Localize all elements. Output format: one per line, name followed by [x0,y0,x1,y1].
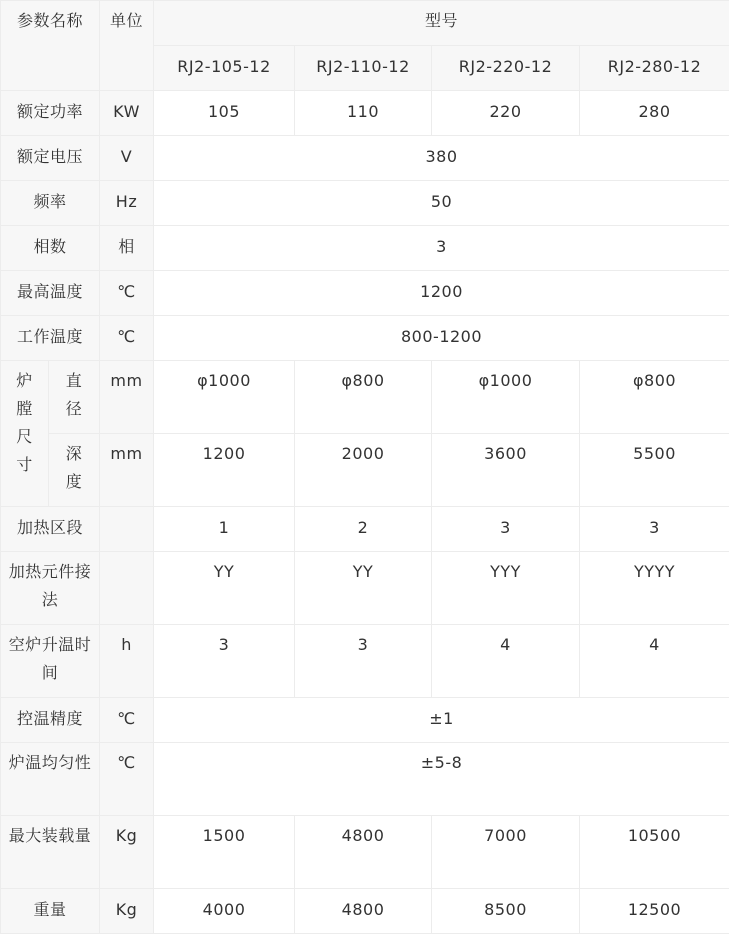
row-unit [100,507,154,552]
row-unit: ℃ [100,743,154,816]
row-label: 额定功率 [1,91,100,136]
row-unit: Hz [100,181,154,226]
row-label: 炉温均匀性 [1,743,100,816]
row-unit: ℃ [100,316,154,361]
cell-value: 105 [154,91,295,136]
table-row [1,816,729,889]
depth-label [49,434,100,507]
model-name: RJ2-220-12 [432,46,580,91]
table-row [1,361,729,434]
table-row [1,698,729,743]
cell-value: 1500 [154,816,295,889]
row-label: 频率 [1,181,100,226]
table-row [1,136,729,181]
row-unit: 相 [100,226,154,271]
row-label: 控温精度 [1,698,100,743]
row-unit: V [100,136,154,181]
label-char: 度 [65,472,83,491]
cell-value: ±1 [154,698,729,743]
header-param-name: 参数名称 [1,1,100,91]
cell-value: 3600 [432,434,580,507]
cell-value: YYY [432,552,580,625]
row-unit: ℃ [100,698,154,743]
diameter-label [49,361,100,434]
cell-value: φ800 [580,361,729,434]
row-label: 相数 [1,226,100,271]
cell-value: 50 [154,181,729,226]
cell-value: 4800 [295,816,432,889]
cell-value: 7000 [432,816,580,889]
table-row [1,316,729,361]
cell-value: 4800 [295,889,432,934]
label-char: 径 [65,399,83,418]
cell-value: 4 [580,625,729,698]
cell-value: 4000 [154,889,295,934]
cell-value: YY [154,552,295,625]
cell-value: 1200 [154,434,295,507]
row-unit: mm [100,434,154,507]
cell-value: 2 [295,507,432,552]
table-row [1,271,729,316]
cell-value: 3 [154,226,729,271]
label-char: 膛 [16,399,33,418]
table-row [1,889,729,934]
cell-value: 1200 [154,271,729,316]
row-unit: KW [100,91,154,136]
cell-value: 8500 [432,889,580,934]
cell-value: 3 [295,625,432,698]
cell-value: 380 [154,136,729,181]
row-unit: Kg [100,889,154,934]
cell-value: 280 [580,91,729,136]
row-unit [100,552,154,625]
cell-value: 10500 [580,816,729,889]
label-char: 寸 [16,455,33,474]
table-row [1,507,729,552]
row-label: 重量 [1,889,100,934]
cell-value: φ1000 [432,361,580,434]
cell-value: 3 [580,507,729,552]
label-char: 深 [65,444,83,463]
cell-value: YY [295,552,432,625]
table-row [1,181,729,226]
label-char: 炉 [16,371,33,390]
cell-value: 3 [432,507,580,552]
row-label: 工作温度 [1,316,100,361]
chamber-size-label [1,361,49,507]
row-label: 最高温度 [1,271,100,316]
cell-value: 800-1200 [154,316,729,361]
cell-value: 4 [432,625,580,698]
header-model: 型号 [154,1,729,46]
label-char: 尺 [16,427,33,446]
row-label: 空炉升温时间 [1,625,100,698]
table-row [1,552,729,625]
cell-value: 110 [295,91,432,136]
model-name: RJ2-280-12 [580,46,729,91]
table-row [1,226,729,271]
cell-value: φ1000 [154,361,295,434]
model-name: RJ2-110-12 [295,46,432,91]
row-unit: ℃ [100,271,154,316]
cell-value: 2000 [295,434,432,507]
cell-value: 1 [154,507,295,552]
cell-value: φ800 [295,361,432,434]
row-label: 额定电压 [1,136,100,181]
header-unit: 单位 [100,1,154,91]
row-unit: mm [100,361,154,434]
table-row [1,434,729,507]
cell-value: YYYY [580,552,729,625]
row-unit: h [100,625,154,698]
label-char: 直 [65,371,83,390]
table-row [1,91,729,136]
row-label: 最大装载量 [1,816,100,889]
cell-value: 3 [154,625,295,698]
row-label: 加热元件接法 [1,552,100,625]
cell-value: ±5-8 [154,743,729,816]
row-label: 加热区段 [1,507,100,552]
table-row [1,625,729,698]
cell-value: 5500 [580,434,729,507]
cell-value: 220 [432,91,580,136]
model-name: RJ2-105-12 [154,46,295,91]
row-unit: Kg [100,816,154,889]
cell-value: 12500 [580,889,729,934]
table-row [1,743,729,816]
